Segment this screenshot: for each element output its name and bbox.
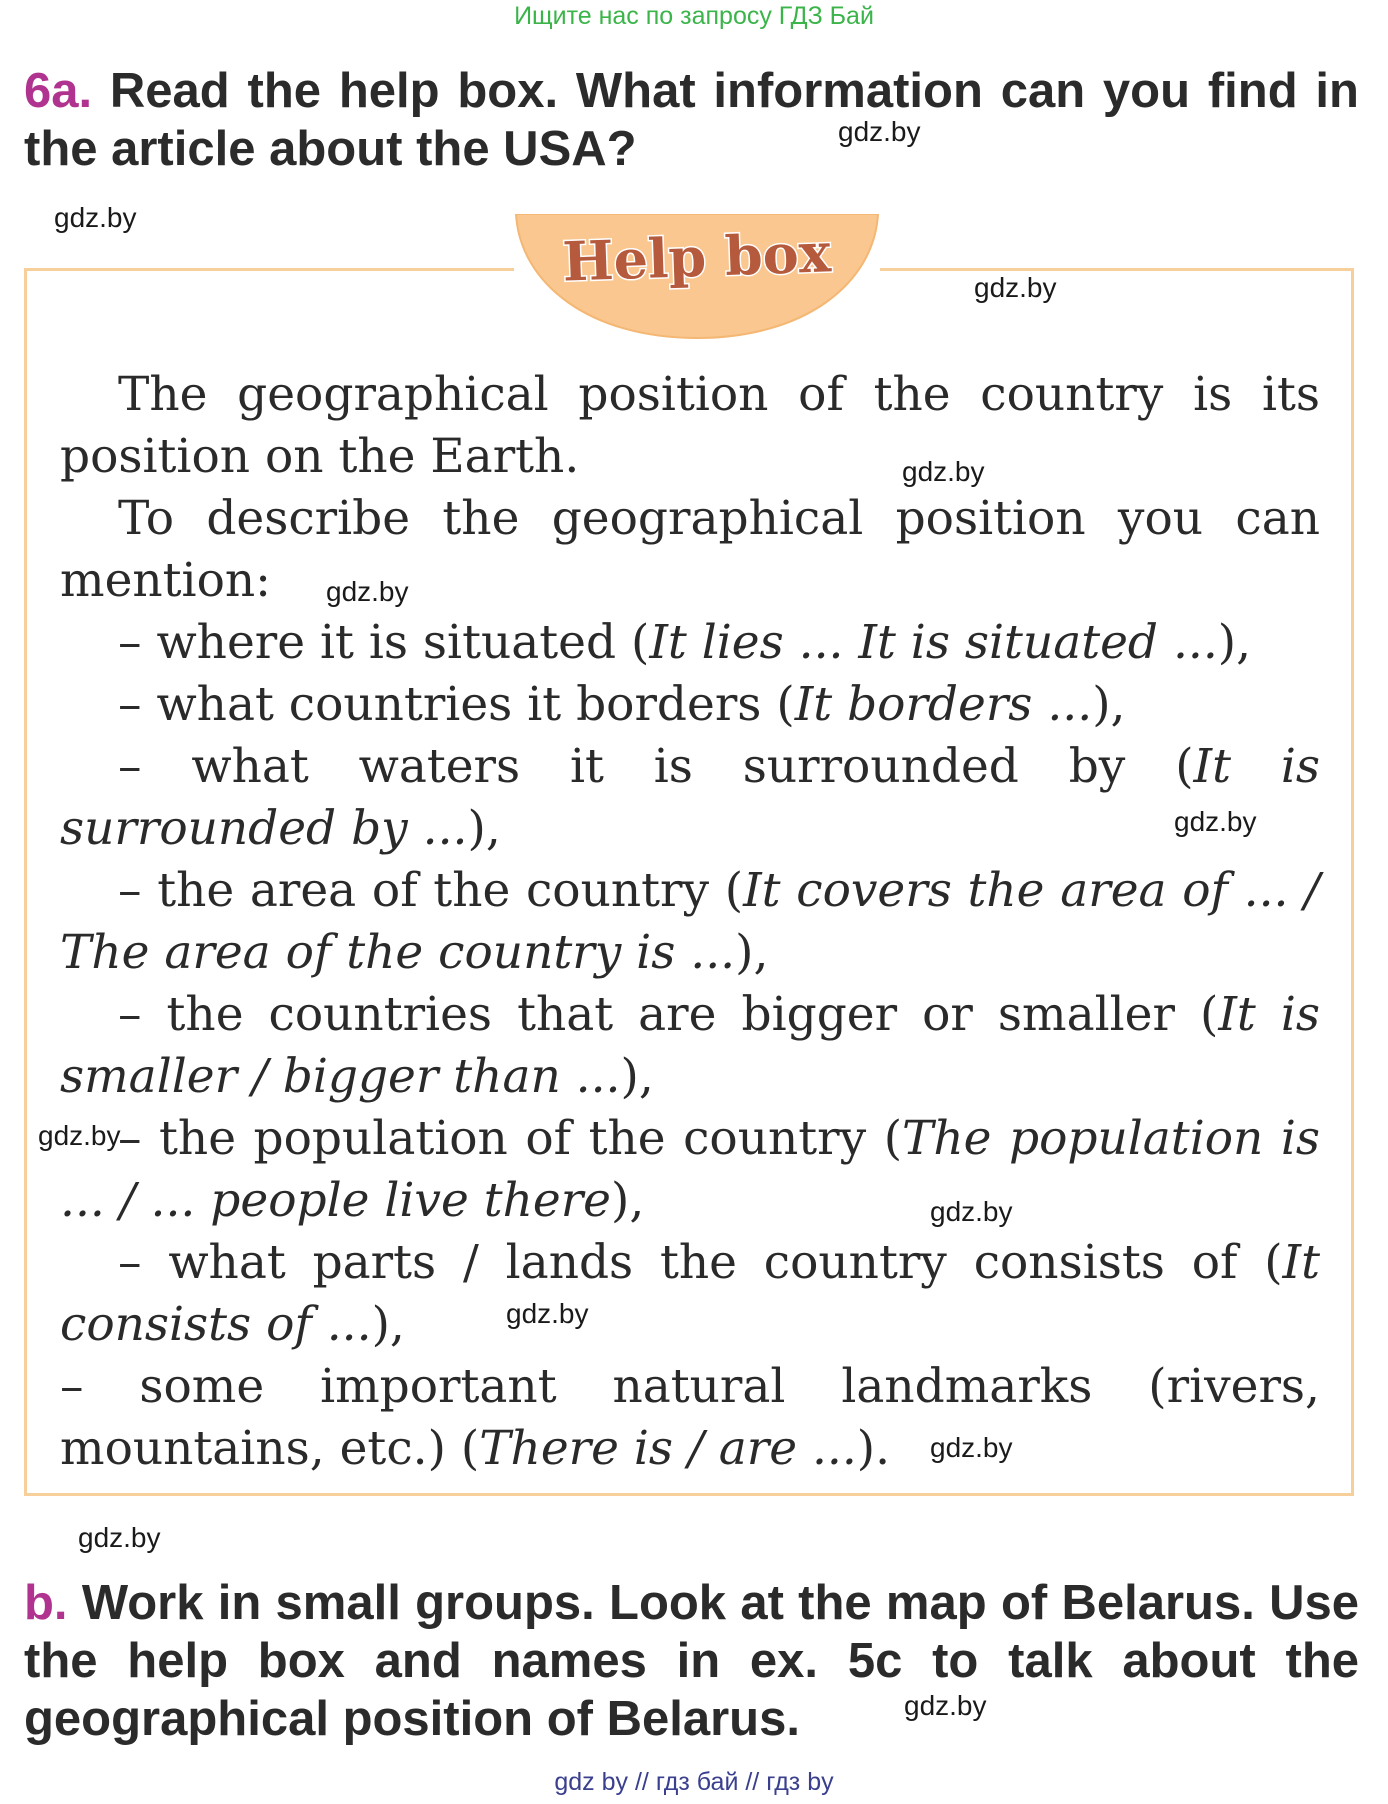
help-item-example: It borders ... xyxy=(794,677,1093,732)
watermark: gdz.by xyxy=(902,456,985,487)
help-item-text: – what waters it is surrounded by ( xyxy=(118,739,1194,794)
watermark: gdz.by xyxy=(326,576,409,607)
watermark: gdz.by xyxy=(506,1298,589,1329)
help-item-end: ), xyxy=(1217,615,1252,670)
watermark: gdz.by xyxy=(1174,806,1257,837)
help-item-text: – some important natural landmarks (rivers, mountains, etc.) ( xyxy=(60,1359,1320,1476)
help-item-end: ), xyxy=(611,1173,645,1228)
help-item-end: ), xyxy=(371,1297,405,1352)
help-item-text: – the countries that are bigger or smaller ( xyxy=(118,987,1219,1042)
help-intro: The geographical position of the country is its position on the Earth. xyxy=(60,367,1320,484)
task-6a-label: 6a. xyxy=(24,64,93,118)
help-item-end: ). xyxy=(856,1421,891,1476)
help-item-example: The population is ... / ... people live there xyxy=(60,1111,1320,1228)
help-item-example: There is / are ... xyxy=(479,1421,857,1476)
help-box-title: Help box xyxy=(561,220,832,294)
help-item xyxy=(60,860,1320,984)
help-item-example: It is smaller / bigger than ... xyxy=(60,987,1320,1104)
help-item-text: – the population of the country ( xyxy=(118,1111,903,1166)
help-items-list xyxy=(60,612,1320,1480)
task-b-label: b. xyxy=(24,1576,68,1630)
help-box-tab xyxy=(514,214,880,340)
help-item xyxy=(60,612,1320,674)
help-item xyxy=(60,1108,1320,1232)
watermark: gdz.by xyxy=(54,202,137,233)
watermark: gdz.by xyxy=(930,1432,1013,1463)
help-item xyxy=(60,1232,1320,1356)
help-item-text: – what parts / lands the country consists of ( xyxy=(118,1235,1283,1290)
help-box-body xyxy=(60,364,1320,1480)
watermark: gdz.by xyxy=(838,116,921,147)
task-6a-text: Read the help box. What information can you find in the article about the USA? xyxy=(24,64,1359,176)
watermark: gdz.by xyxy=(930,1196,1013,1227)
help-item-text: – what countries it borders ( xyxy=(118,677,795,732)
task-b-text: Work in small groups. Look at the map of Belarus. Use the help box and names in ex. 5c to talk about the geographical position of Belarus. xyxy=(24,1576,1359,1746)
help-item-text: – the area of the country ( xyxy=(118,863,744,918)
task-b-heading xyxy=(24,1574,1359,1748)
help-item xyxy=(60,736,1320,860)
help-item-end: ), xyxy=(467,801,501,856)
help-item xyxy=(60,984,1320,1108)
help-item-end: ), xyxy=(1092,677,1126,732)
help-item-example: It consists of ... xyxy=(60,1235,1320,1352)
watermark: gdz.by xyxy=(38,1120,121,1151)
help-item-end: ), xyxy=(620,1049,654,1104)
footer-links: gdz by // гдз бай // гдз by xyxy=(554,1768,834,1796)
top-banner: Ищите нас по запросу ГДЗ Бай xyxy=(514,2,874,30)
help-item xyxy=(60,1356,1320,1480)
help-item-example: It is surrounded by ... xyxy=(60,739,1320,856)
watermark: gdz.by xyxy=(904,1690,987,1721)
help-item xyxy=(60,674,1320,736)
task-6a-heading xyxy=(24,62,1359,178)
watermark: gdz.by xyxy=(974,272,1057,303)
help-lead: To describe the geographical position you can mention: xyxy=(60,491,1320,608)
help-item-end: ), xyxy=(735,925,769,980)
help-item-text: – where it is situated ( xyxy=(118,615,650,670)
help-item-example: It covers the area of ... / The area of the country is ... xyxy=(60,863,1320,980)
watermark: gdz.by xyxy=(78,1522,161,1553)
help-item-example: It lies ... It is situated ... xyxy=(649,615,1218,670)
